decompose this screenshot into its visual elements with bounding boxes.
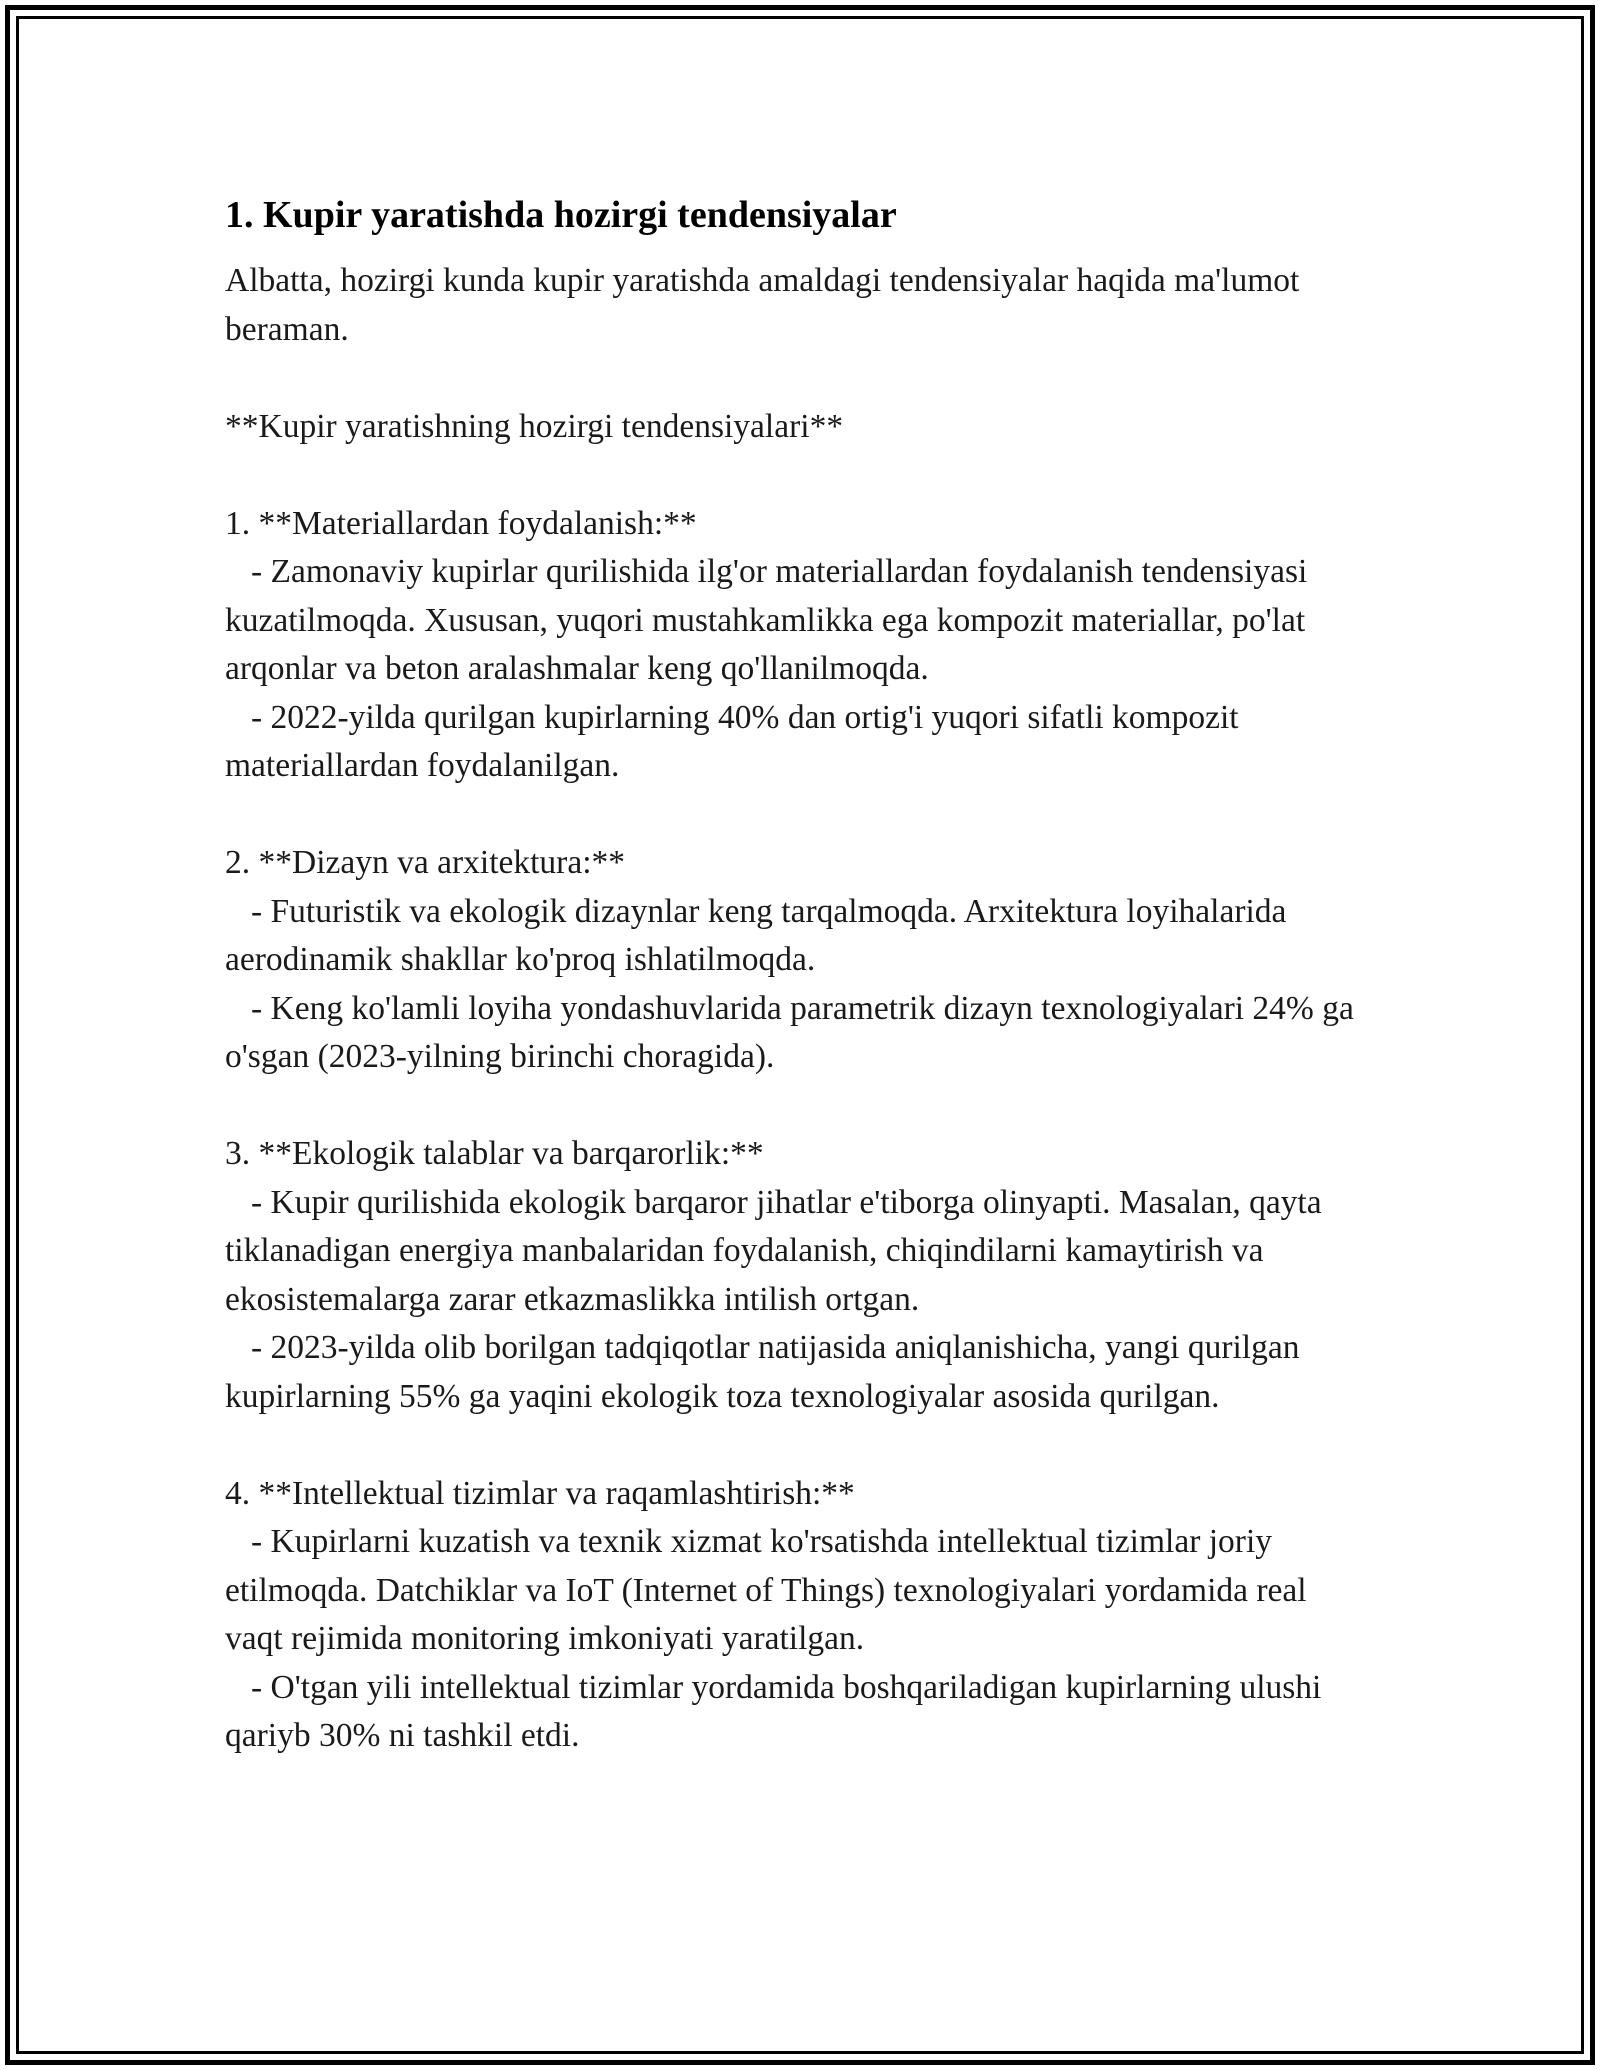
section-point: - O'tgan yili intellektual tizimlar yordamida boshqariladigan kupirlarning ulushi qariyb 30% ni tashkil etdi. <box>225 1668 1322 1754</box>
section-point: - 2022-yilda qurilgan kupirlarning 40% dan ortig'i yuqori sifatli kompozit materiallardan foydalanilgan. <box>225 698 1239 784</box>
section-design <box>225 839 1365 1082</box>
document-body <box>225 185 1365 1761</box>
section-point: - Keng ko'lamli loyiha yondashuvlarida parametrik dizayn texnologiyalari 24% ga o'sgan (2023-yilning birinchi choragida). <box>225 989 1354 1075</box>
section-point: - Futuristik va ekologik dizaynlar keng tarqalmoqda. Arxitektura loyihalarida aerodinamik shakllar ko'proq ishlatilmoqda. <box>225 892 1287 978</box>
section-materials <box>225 500 1365 791</box>
section-ecology <box>225 1130 1365 1421</box>
document-title: 1. Kupir yaratishda hozirgi tendensiyalar <box>225 194 897 236</box>
section-heading: 1. **Materiallardan foydalanish:** <box>225 504 697 542</box>
spacer <box>225 1421 1365 1470</box>
spacer <box>225 1082 1365 1131</box>
section-point: - Zamonaviy kupirlar qurilishida ilg'or materiallardan foydalanish tendensiyasi kuzatilmoqda. Xususan, yuqori mustahkamlikka ega kompozit materiallar, po'lat arqonlar va beton aralashmalar keng qo'llanilmoqda. <box>225 553 1308 687</box>
section-point: - Kupirlarni kuzatish va texnik xizmat ko'rsatishda intellektual tizimlar joriy etilmoqda. Datchiklar va IoT (Internet of Things) texnologiyalari yordamida real vaqt rejimida monitoring imkoniyati yaratilgan. <box>225 1523 1307 1657</box>
subheading: **Kupir yaratishning hozirgi tendensiyalari** <box>225 407 844 445</box>
section-point: - Kupir qurilishida ekologik barqaror jihatlar e'tiborga olinyapti. Masalan, qayta tiklanadigan energiya manbalaridan foydalanish, chiqindilarni kamaytirish va ekosistemalarga zarar etkazmaslikka intilish ortgan. <box>225 1183 1322 1318</box>
spacer <box>225 791 1365 840</box>
spacer <box>225 354 1365 403</box>
spacer <box>225 451 1365 500</box>
section-point: - 2023-yilda olib borilgan tadqiqotlar natijasida aniqlanishicha, yangi qurilgan kupirlarning 55% ga yaqini ekologik toza texnologiyalar asosida qurilgan. <box>225 1329 1300 1415</box>
section-heading: 4. **Intellektual tizimlar va raqamlashtirish:** <box>225 1474 855 1512</box>
section-intelligent-systems <box>225 1470 1365 1761</box>
intro-paragraph: Albatta, hozirgi kunda kupir yaratishda amaldagi tendensiyalar haqida ma'lumot beraman. <box>225 262 1308 348</box>
section-heading: 2. **Dizayn va arxitektura:** <box>225 844 626 881</box>
section-heading: 3. **Ekologik talablar va barqarorlik:** <box>225 1135 764 1172</box>
